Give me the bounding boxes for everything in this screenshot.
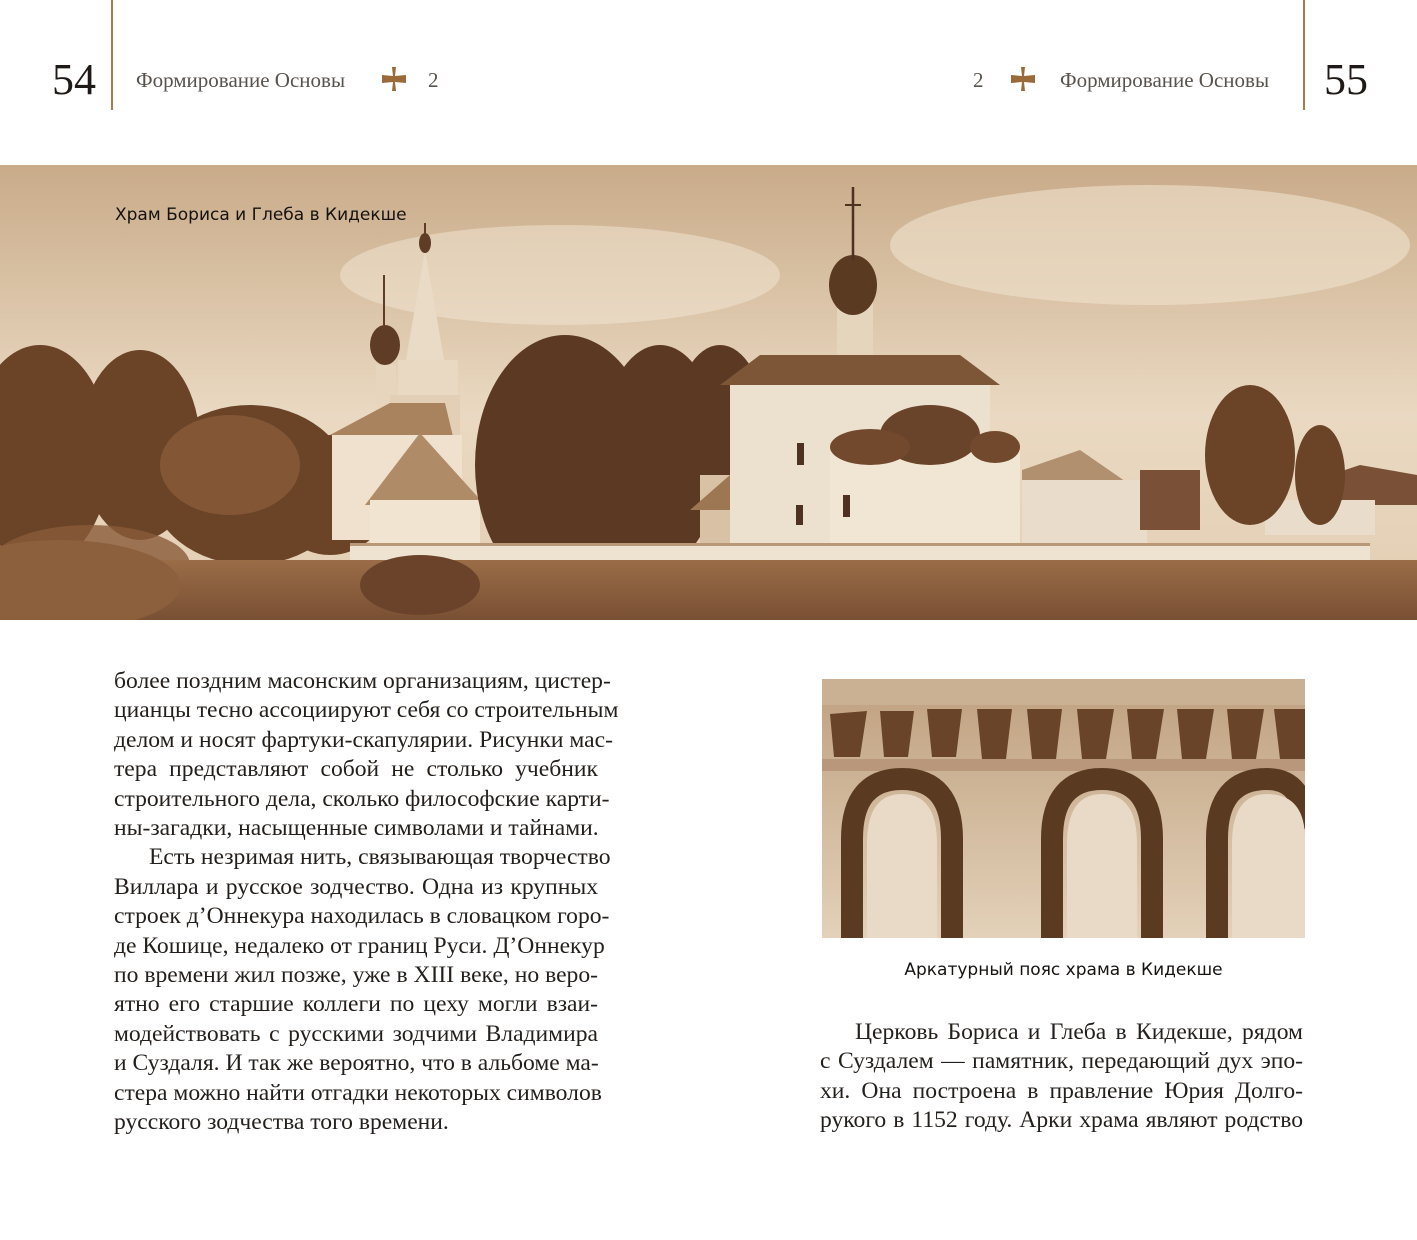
text-line: строительного дела, сколько философские карти- — [114, 785, 610, 812]
text-line: Есть незримая нить, связывающая творчество — [149, 844, 611, 871]
chapter-number-left: 2 — [428, 68, 439, 92]
text-line: более поздним масонским организациям, цистер- — [114, 668, 611, 694]
text-line: ны-загадки, насыщенные символами и тайнами. — [114, 815, 599, 842]
text-line: Виллара и русское зодчество. Одна из крупных — [114, 873, 598, 900]
running-title-right: Формирование Основы — [1060, 68, 1270, 92]
text-line: ятно его старшие коллеги по цеху могли взаи- — [114, 991, 598, 1018]
text-line: делом и носят фартуки-скапулярии. Рисунки мас- — [114, 726, 613, 753]
left-text-column — [114, 667, 619, 1138]
cross-icon — [380, 65, 408, 93]
figure-caption: Аркатурный пояс храма в Кидекше — [904, 960, 1223, 980]
text-line: с Суздалем — памятник, передающий дух эпо- — [820, 1048, 1303, 1075]
church-panorama-photo — [0, 165, 1417, 620]
right-text-column — [820, 1018, 1303, 1136]
page-number-right: 55 — [1324, 55, 1368, 104]
header-rule-left — [111, 0, 113, 110]
banner-caption: Храм Бориса и Глеба в Кидекше — [115, 205, 407, 225]
text-line: тера представляют собой не столько учебник — [114, 756, 598, 783]
text-line: цианцы тесно ассоциируют себя со строительным — [114, 697, 619, 724]
text-line: стера можно найти отгадки некоторых символов — [114, 1079, 602, 1106]
chapter-number-right: 2 — [973, 68, 984, 92]
page-number-left: 54 — [52, 55, 96, 104]
text-line: по времени жил позже, уже в XIII веке, но веро- — [114, 962, 598, 989]
text-line: хи. Она построена в правление Юрия Долго- — [820, 1077, 1303, 1104]
text-line: рукого в 1152 году. Арки храма являют родство — [820, 1107, 1303, 1134]
text-line: модействовать с русскими зодчими Владимира — [114, 1020, 598, 1047]
running-title-left: Формирование Основы — [136, 68, 346, 92]
text-line: де Кошице, недалеко от границ Руси. Д’Оннекур — [114, 932, 605, 959]
arcature-belt-photo — [822, 679, 1305, 938]
text-line: и Суздаля. И так же вероятно, что в альбоме ма- — [114, 1050, 599, 1077]
text-line: строек д’Оннекура находилась в словацком горо- — [114, 903, 610, 930]
text-line: Церковь Бориса и Глеба в Кидекше, рядом — [855, 1019, 1303, 1045]
header-rule-right — [1303, 0, 1305, 110]
text-line: русского зодчества того времени. — [114, 1109, 449, 1136]
cross-icon — [1009, 65, 1037, 93]
